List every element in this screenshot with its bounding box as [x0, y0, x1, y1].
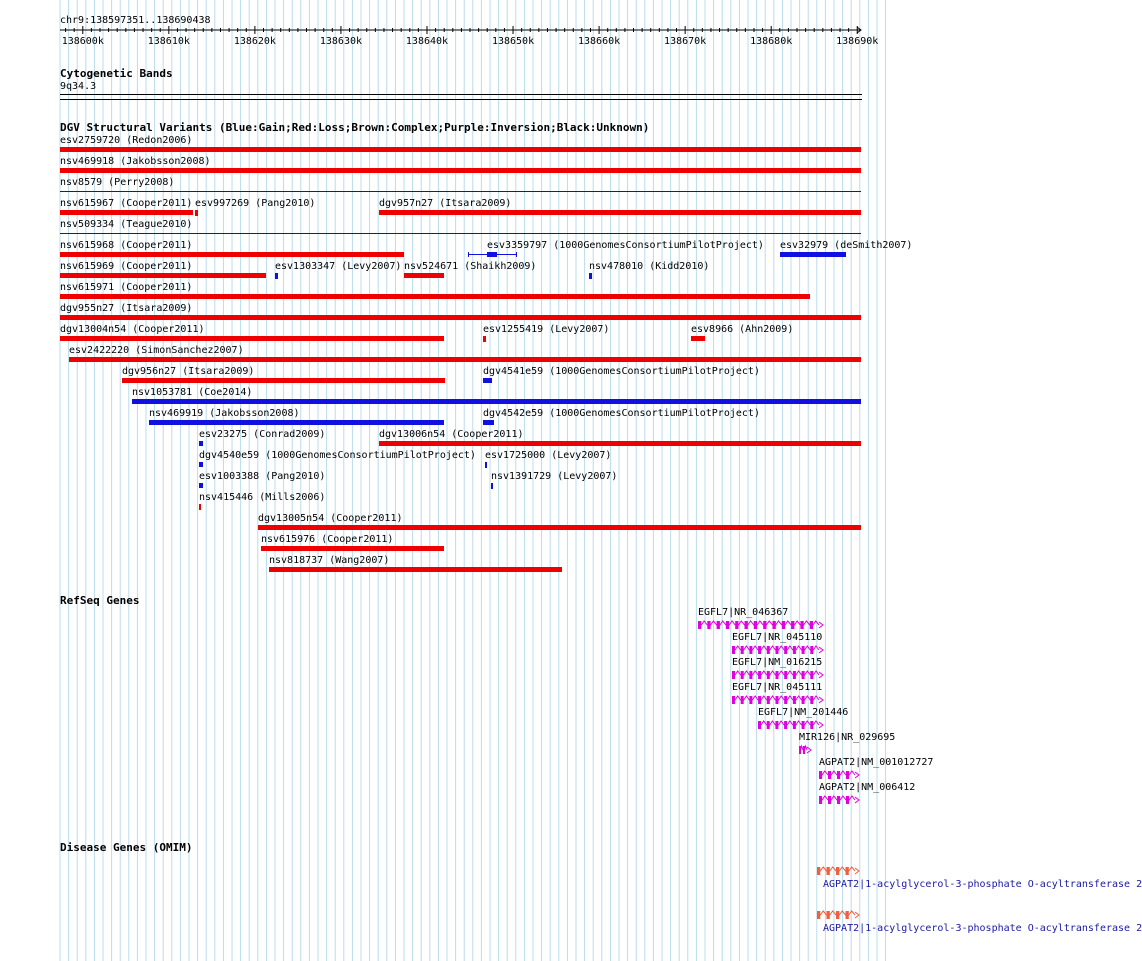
refseq-gene-glyph[interactable] — [799, 744, 813, 756]
dgv-variant-bar[interactable] — [261, 546, 444, 551]
refseq-gene-label: MIR126|NR_029695 — [799, 732, 896, 743]
refseq-gene-glyph[interactable] — [758, 719, 825, 731]
refseq-gene-label: EGFL7|NM_016215 — [732, 657, 823, 668]
dgv-variant-bar[interactable] — [483, 336, 486, 342]
dgv-variant-label: nsv524671 (Shaikh2009) — [404, 261, 537, 272]
dgv-variant-label: esv1725000 (Levy2007) — [485, 450, 612, 461]
refseq-gene-label: EGFL7|NR_046367 — [698, 607, 789, 618]
dgv-variant-bar[interactable] — [379, 210, 861, 215]
cytoband-bar[interactable] — [60, 94, 862, 95]
refseq-genes-title: RefSeq Genes — [60, 594, 140, 607]
ruler-tick-label: 138650k — [491, 36, 535, 47]
dgv-variant-label: esv1255419 (Levy2007) — [483, 324, 610, 335]
dgv-variant-bar[interactable] — [483, 378, 492, 383]
dgv-variant-label: dgv13005n54 (Cooper2011) — [258, 513, 403, 524]
dgv-variant-bar[interactable] — [199, 504, 201, 510]
dgv-variant-bar[interactable] — [69, 357, 861, 362]
dgv-variant-whisker-end — [468, 252, 469, 257]
dgv-variant-label: nsv469919 (Jakobsson2008) — [149, 408, 300, 419]
dgv-variant-label: esv8966 (Ahn2009) — [691, 324, 794, 335]
dgv-variant-bar[interactable] — [269, 567, 562, 572]
dgv-variant-label: dgv957n27 (Itsara2009) — [379, 198, 512, 209]
omim-gene-label[interactable]: AGPAT2|1-acylglycerol-3-phosphate O-acyltransferase 2 — [823, 923, 1142, 934]
refseq-gene-glyph[interactable] — [819, 794, 861, 806]
dgv-variant-bar[interactable] — [780, 252, 846, 257]
dgv-variant-label: dgv955n27 (Itsara2009) — [60, 303, 193, 314]
dgv-variant-label: nsv8579 (Perry2008) — [60, 177, 175, 188]
dgv-variant-label: nsv615969 (Cooper2011) — [60, 261, 193, 272]
dgv-variant-bar[interactable] — [199, 441, 203, 446]
dgv-variant-bar[interactable] — [60, 336, 444, 341]
refseq-gene-glyph[interactable] — [732, 644, 825, 656]
refseq-gene-glyph[interactable] — [732, 694, 825, 706]
dgv-variant-bar[interactable] — [199, 462, 203, 467]
dgv-variant-label: nsv415446 (Mills2006) — [199, 492, 326, 503]
omim-gene-glyph[interactable] — [817, 909, 861, 921]
dgv-variant-label: dgv13004n54 (Cooper2011) — [60, 324, 205, 335]
dgv-variant-label: nsv818737 (Wang2007) — [269, 555, 390, 566]
ruler-tick-label: 138680k — [750, 36, 793, 47]
dgv-variant-bar[interactable] — [149, 420, 444, 425]
dgv-variant-bar[interactable] — [404, 273, 444, 278]
dgv-variant-label: esv997269 (Pang2010) — [195, 198, 316, 209]
dgv-variant-label: nsv469918 (Jakobsson2008) — [60, 156, 211, 167]
cytoband-bar-lower — [60, 99, 862, 100]
dgv-variant-bar[interactable] — [199, 483, 203, 488]
dgv-variant-whisker-end — [516, 252, 517, 257]
refseq-gene-label: EGFL7|NR_045111 — [732, 682, 823, 693]
refseq-gene-glyph[interactable] — [698, 619, 825, 631]
dgv-variant-label: dgv956n27 (Itsara2009) — [122, 366, 255, 377]
dgv-variant-bar[interactable] — [60, 210, 193, 215]
dgv-title: DGV Structural Variants (Blue:Gain;Red:Loss;Brown:Complex;Purple:Inversion;Black:Unknown) — [60, 121, 650, 134]
dgv-variant-label: esv1003388 (Pang2010) — [199, 471, 326, 482]
dgv-variant-label: dgv4541e59 (1000GenomesConsortiumPilotProject) — [483, 366, 760, 377]
dgv-variant-label: nsv615968 (Cooper2011) — [60, 240, 193, 251]
ruler-tick-label: 138610k — [147, 36, 190, 47]
dgv-variant-label: esv3359797 (1000GenomesConsortiumPilotProject) — [487, 240, 764, 251]
ruler-tick-label: 138630k — [319, 36, 363, 47]
dgv-variant-bar[interactable] — [60, 315, 861, 320]
dgv-variant-bar[interactable] — [122, 378, 445, 383]
ruler-tick-label: 138660k — [578, 36, 621, 47]
dgv-variant-label: nsv478010 (Kidd2010) — [589, 261, 710, 272]
ruler-tick-label: 138690k — [836, 36, 879, 47]
refseq-gene-label: EGFL7|NM_201446 — [758, 707, 849, 718]
dgv-variant-label: dgv4542e59 (1000GenomesConsortiumPilotProject) — [483, 408, 760, 419]
dgv-variant-bar[interactable] — [275, 273, 278, 279]
dgv-variant-bar[interactable] — [60, 233, 861, 234]
omim-gene-glyph[interactable] — [817, 865, 861, 877]
dgv-variant-label: esv1303347 (Levy2007) — [275, 261, 402, 272]
dgv-variant-label: nsv615971 (Cooper2011) — [60, 282, 193, 293]
dgv-variant-bar[interactable] — [485, 462, 487, 468]
dgv-variant-label: nsv615976 (Cooper2011) — [261, 534, 394, 545]
dgv-variant-label: esv2759720 (Redon2006) — [60, 135, 193, 146]
dgv-variant-label: dgv13006n54 (Cooper2011) — [379, 429, 524, 440]
ruler-tick-label: 138600k — [61, 36, 104, 47]
dgv-variant-bar[interactable] — [691, 336, 705, 341]
dgv-variant-bar[interactable] — [60, 168, 861, 173]
dgv-variant-bar[interactable] — [379, 441, 861, 446]
ruler-tick-label: 138640k — [405, 36, 449, 47]
dgv-variant-label: nsv509334 (Teague2010) — [60, 219, 193, 230]
refseq-gene-label: AGPAT2|NM_001012727 — [819, 757, 934, 768]
dgv-variant-bar[interactable] — [483, 420, 494, 425]
dgv-variant-bar[interactable] — [491, 483, 493, 489]
ruler-region-label: chr9:138597351..138690438 — [60, 15, 211, 26]
dgv-variant-bar[interactable] — [60, 273, 266, 278]
refseq-gene-label: AGPAT2|NM_006412 — [819, 782, 916, 793]
cytogenetic-bands-title: Cytogenetic Bands — [60, 67, 173, 80]
refseq-gene-glyph[interactable] — [732, 669, 825, 681]
dgv-variant-whisker — [468, 254, 516, 255]
dgv-variant-label: nsv1053781 (Coe2014) — [132, 387, 253, 398]
dgv-variant-label: nsv615967 (Cooper2011) — [60, 198, 193, 209]
dgv-variant-bar[interactable] — [60, 294, 810, 299]
dgv-variant-bar[interactable] — [60, 252, 404, 257]
dgv-variant-bar[interactable] — [195, 210, 198, 216]
ruler-tick-label: 138620k — [233, 36, 276, 47]
refseq-gene-glyph[interactable] — [819, 769, 861, 781]
dgv-variant-label: dgv4540e59 (1000GenomesConsortiumPilotProject) — [199, 450, 476, 461]
ruler-scale — [0, 20, 890, 50]
dgv-variant-label: esv32979 (deSmith2007) — [780, 240, 913, 251]
dgv-variant-bar[interactable] — [589, 273, 592, 279]
dgv-variant-label: esv2422220 (SimonSanchez2007) — [69, 345, 244, 356]
ruler-tick-label: 138670k — [664, 36, 707, 47]
dgv-variant-bar[interactable] — [60, 147, 861, 152]
dgv-variant-bar[interactable] — [60, 191, 861, 192]
omim-gene-label[interactable]: AGPAT2|1-acylglycerol-3-phosphate O-acyltransferase 2 — [823, 879, 1142, 890]
refseq-gene-label: EGFL7|NR_045110 — [732, 632, 823, 643]
dgv-variant-bar[interactable] — [132, 399, 861, 404]
cytoband-label: 9q34.3 — [60, 81, 97, 92]
omim-title: Disease Genes (OMIM) — [60, 841, 193, 854]
dgv-variant-bar[interactable] — [258, 525, 861, 530]
dgv-variant-label: nsv1391729 (Levy2007) — [491, 471, 618, 482]
dgv-variant-label: esv23275 (Conrad2009) — [199, 429, 326, 440]
